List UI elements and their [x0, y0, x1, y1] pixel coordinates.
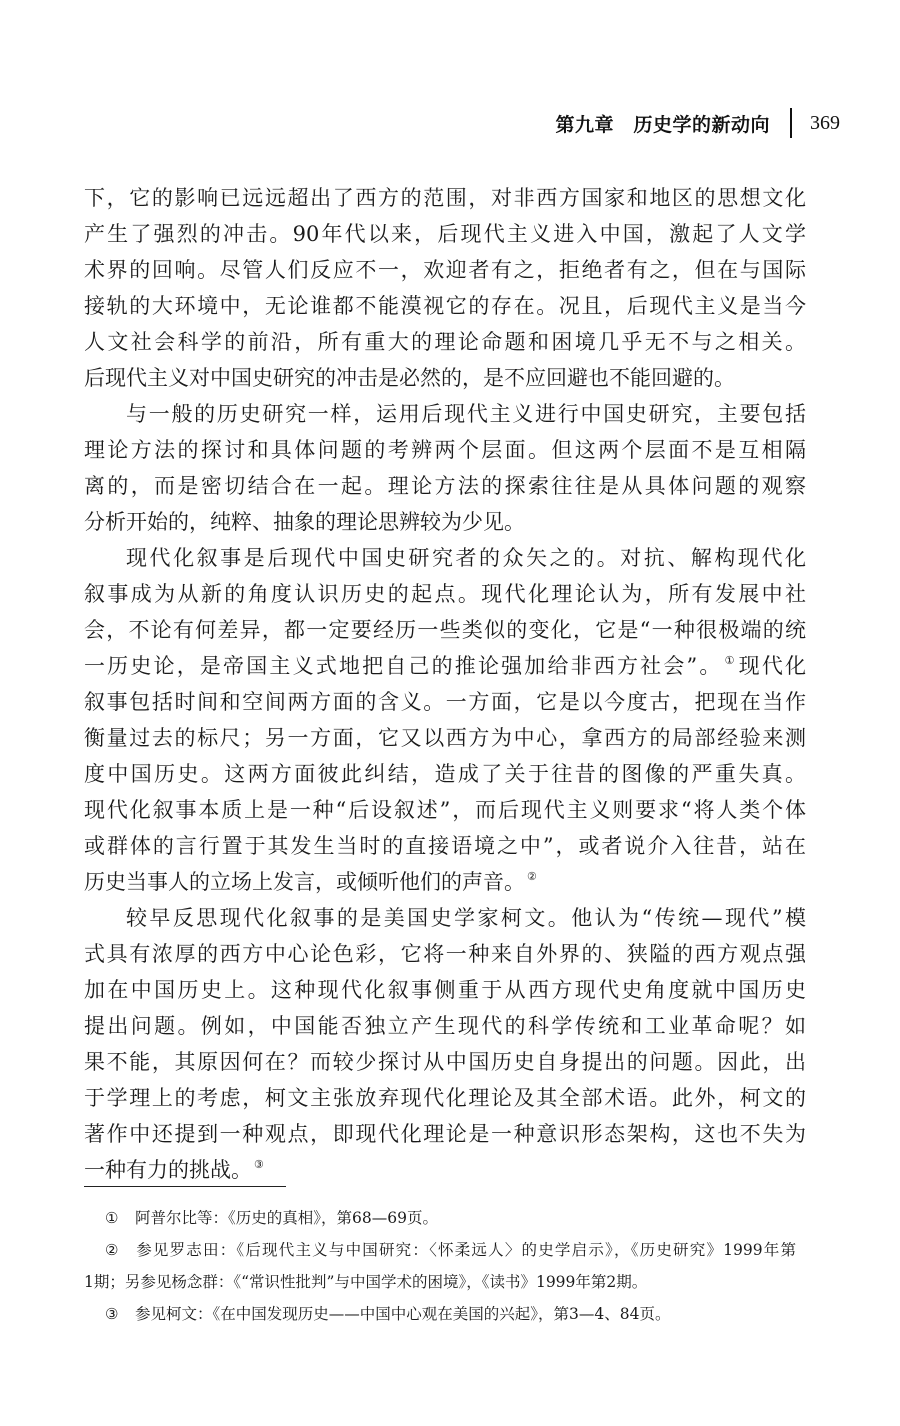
header-divider [790, 108, 792, 138]
text-line-content: 度中国历史。这两方面彼此纠结，造成了关于往昔的图像的严重失真。 [84, 762, 806, 786]
text-line-content: 衡量过去的标尺；另一方面，它又以西方为中心，拿西方的局部经验来测 [84, 726, 806, 750]
text-line-tail: 现代化 [738, 654, 806, 678]
text-line [84, 936, 806, 972]
footnote-marker: ③ [105, 1305, 119, 1323]
text-line [84, 288, 806, 324]
footnote-divider [84, 1186, 286, 1187]
text-line [84, 1008, 806, 1044]
text-line-content: 接轨的大环境中，无论谁都不能漠视它的存在。况且，后现代主义是当今 [84, 294, 806, 318]
page-number: 369 [810, 111, 840, 134]
text-line [84, 756, 806, 792]
text-line-content: 于学理上的考虑，柯文主张放弃现代化理论及其全部术语。此外，柯文的 [84, 1086, 806, 1110]
text-line-content: 式具有浓厚的西方中心论色彩，它将一种来自外界的、狭隘的西方观点强 [84, 942, 806, 966]
text-line-content: 下，它的影响已远远超出了西方的范围，对非西方国家和地区的思想文化 [84, 186, 806, 210]
text-line [84, 900, 806, 936]
text-line-content: 离的，而是密切结合在一起。理论方法的探索往往是从具体问题的观察 [84, 474, 806, 498]
footnote-text: 阿普尔比等：《历史的真相》，第68—69页。 [135, 1209, 438, 1227]
footnote-line [84, 1266, 796, 1298]
text-line [84, 828, 806, 864]
text-line [84, 324, 806, 360]
text-line-content: 加在中国历史上。这种现代化叙事侧重于从西方现代史角度就中国历史 [84, 978, 806, 1002]
footnote-text: 参见罗志田：《后现代主义与中国研究：〈怀柔远人〉的史学启示》，《历史研究》1999年第 [135, 1241, 796, 1259]
footnote-line [84, 1202, 796, 1234]
text-line [84, 180, 806, 216]
text-line [84, 648, 806, 684]
running-header [555, 106, 840, 140]
text-line-content: 后现代主义对中国史研究的冲击是必然的，是不应回避也不能回避的。 [84, 366, 735, 390]
footnote-reference[interactable]: ① [724, 654, 737, 667]
text-line [84, 504, 806, 540]
text-line-content: 叙事包括时间和空间两方面的含义。一方面，它是以今度古，把现在当作 [84, 690, 806, 714]
text-line-content: 果不能，其原因何在？而较少探讨从中国历史自身提出的问题。因此，出 [84, 1050, 806, 1074]
text-line [84, 972, 806, 1008]
text-line-content: 著作中还提到一种观点，即现代化理论是一种意识形态架构，这也不失为 [84, 1122, 806, 1146]
text-line-content: 人文社会科学的前沿，所有重大的理论命题和困境几乎无不与之相关。 [84, 330, 806, 354]
text-line [84, 684, 806, 720]
text-line [84, 1044, 806, 1080]
text-line [84, 396, 806, 432]
text-line [84, 1152, 806, 1188]
text-line-content: 术界的回响。尽管人们反应不一，欢迎者有之，拒绝者有之，但在与国际 [84, 258, 806, 282]
footnote-marker: ① [105, 1209, 119, 1227]
footnote-reference[interactable]: ② [527, 870, 537, 883]
text-line [84, 216, 806, 252]
text-line-content: 现代化叙事本质上是一种“后设叙述”，而后现代主义则要求“将人类个体 [84, 798, 806, 822]
text-line-content: 叙事成为从新的角度认识历史的起点。现代化理论认为，所有发展中社 [84, 582, 806, 606]
text-line-content: 或群体的言行置于其发生当时的直接语境之中”，或者说介入往昔，站在 [84, 834, 806, 858]
text-line [84, 792, 806, 828]
text-line [84, 432, 806, 468]
footnote-line [84, 1234, 796, 1266]
text-line [84, 468, 806, 504]
text-line [84, 540, 806, 576]
body-text [84, 180, 806, 1188]
footnotes [84, 1202, 796, 1330]
text-line-content: 一历史论，是帝国主义式地把自己的推论强加给非西方社会”。 [84, 654, 723, 678]
text-line [84, 864, 806, 900]
footnote-text: 1期；另参见杨念群：《“常识性批判”与中国学术的困境》，《读书》1999年第2期。 [84, 1273, 648, 1291]
footnote-marker: ② [105, 1241, 119, 1259]
text-line [84, 1116, 806, 1152]
chapter-title: 第九章 历史学的新动向 [555, 113, 770, 136]
text-line-content: 分析开始的，纯粹、抽象的理论思辨较为少见。 [84, 510, 525, 534]
text-line [84, 252, 806, 288]
text-line-content: 产生了强烈的冲击。90年代以来，后现代主义进入中国，激起了人文学 [84, 222, 806, 246]
footnote-text: 参见柯文：《在中国发现历史——中国中心观在美国的兴起》，第3—4、84页。 [135, 1305, 671, 1323]
text-line-content: 与一般的历史研究一样，运用后现代主义进行中国史研究，主要包括 [126, 402, 806, 426]
text-line [84, 576, 806, 612]
text-line [84, 360, 806, 396]
text-line [84, 720, 806, 756]
footnote-reference[interactable]: ③ [254, 1158, 264, 1171]
text-line-content: 会，不论有何差异，都一定要经历一些类似的变化，它是“一种很极端的统 [84, 618, 806, 642]
text-line-content: 历史当事人的立场上发言，或倾听他们的声音。 [84, 870, 525, 894]
text-line-content: 一种有力的挑战。 [84, 1158, 252, 1182]
text-line [84, 1080, 806, 1116]
text-line [84, 612, 806, 648]
text-line-content: 现代化叙事是后现代中国史研究者的众矢之的。对抗、解构现代化 [126, 546, 806, 570]
text-line-content: 提出问题。例如，中国能否独立产生现代的科学传统和工业革命呢？如 [84, 1014, 806, 1038]
text-line-content: 较早反思现代化叙事的是美国史学家柯文。他认为“传统—现代”模 [126, 906, 806, 930]
text-line-content: 理论方法的探讨和具体问题的考辨两个层面。但这两个层面不是互相隔 [84, 438, 806, 462]
footnote-line [84, 1298, 796, 1330]
